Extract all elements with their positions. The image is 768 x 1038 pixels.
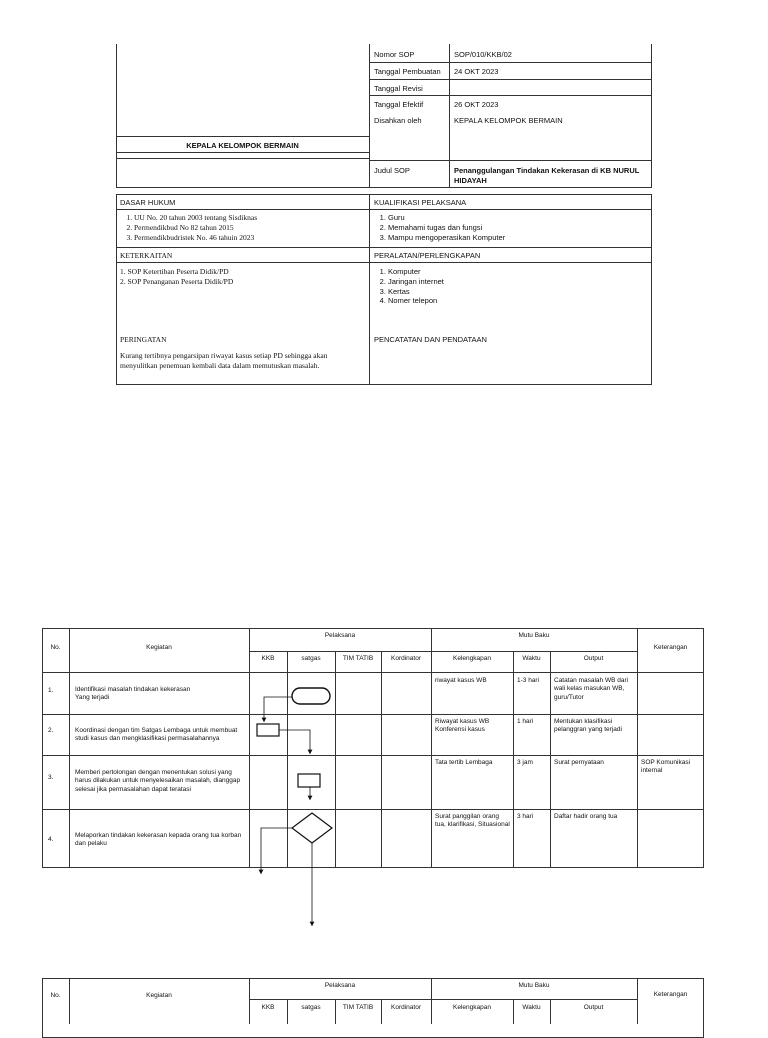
col-output: Output: [583, 655, 604, 662]
row-4-kelengkapan: Surat panggilan orang tua, klarifikasi, Situasional: [435, 813, 510, 829]
row-1-kelengkapan: riwayat kasus WB: [435, 677, 487, 684]
flow-process-satgas: [298, 774, 320, 787]
tanggal-pembuatan-label: Tanggal Pembuatan: [374, 67, 441, 76]
col-no: No.: [50, 644, 61, 651]
judul-sop-label: Judul SOP: [374, 166, 410, 175]
row-3-kelengkapan: Tata tertib Lembaga: [435, 759, 493, 766]
flow-connector: [279, 730, 310, 752]
flow-start-terminator: [292, 688, 330, 704]
col-keterangan: Keterangan: [653, 644, 688, 651]
peralatan-item: 3. Kertas: [388, 287, 644, 297]
flow-decision: [292, 813, 332, 843]
col-pelaksana: Pelaksana: [324, 982, 356, 989]
col-no: No.: [50, 992, 61, 999]
col-kelengkapan: Kelengkapan: [453, 655, 491, 662]
col-kkb: KKB: [261, 655, 275, 662]
dasar-hukum-title: DASAR HUKUM: [120, 198, 176, 207]
col-tim-tatib: TIM TATIB: [342, 655, 374, 662]
row-3-no: 3.: [48, 774, 54, 781]
peringatan-text: Kurang tertibnya pengarsipan riwayat kasus setiap PD sehingga akan menyulitkan penemuan kembali data dalam memutuskan masalah.: [120, 351, 328, 370]
row-3-keterangan: SOP Komunikasi internal: [641, 759, 691, 775]
col-keterangan: Keterangan: [653, 991, 688, 998]
pencatatan-title: PENCATATAN DAN PENDATAAN: [374, 335, 487, 344]
row-3-waktu: 3 jam: [517, 759, 533, 766]
disahkan-label: Disahkan oleh: [374, 116, 422, 125]
judul-sop-value: Penanggulangan Tindakan Kekerasan di KB NURUL HIDAYAH: [454, 166, 640, 185]
row-2-no: 2.: [48, 727, 54, 734]
row-4-no: 4.: [48, 836, 54, 843]
row-1-output: Catatan masalah WB dari wali kelas masukan WB, guru/Tutor: [554, 677, 629, 701]
col-pelaksana: Pelaksana: [324, 632, 356, 639]
dasar-hukum-item: 2. Permendikbud No 82 tahun 2015: [134, 223, 365, 233]
keterkaitan-item: 2. SOP Penanganan Peserta Didik/PD: [120, 276, 234, 286]
keterkaitan-item: 1. SOP Ketertiban Peserta Didik/PD: [120, 267, 229, 276]
row-1-kegiatan: Identifikasi masalah tindakan kekerasan Yang terjadi: [75, 686, 191, 702]
kualifikasi-item: 2. Memahami tugas dan fungsi: [388, 223, 644, 233]
row-1-waktu: 1-3 hari: [517, 677, 540, 684]
col-kelengkapan: Kelengkapan: [453, 1004, 491, 1011]
row-3-kegiatan: Memberi pertolongan dengan menentukan solusi yang harus dilakukan untuk menyelesaikan masalah, dianggap selesai jika permasalahan dapat teratasi: [75, 769, 241, 793]
row-3-output: Surat pernyataan: [554, 759, 604, 766]
peringatan-title: PERINGATAN: [120, 335, 167, 344]
row-4-waktu: 3 hari: [517, 813, 534, 820]
col-waktu: Waktu: [522, 655, 541, 662]
tanggal-pembuatan-value: 24 OKT 2023: [454, 67, 499, 76]
col-waktu: Waktu: [522, 1004, 541, 1011]
row-4-output: Daftar hadir orang tua: [554, 813, 618, 820]
col-satgas: satgas: [301, 1004, 321, 1011]
peralatan-item: 1. Komputer: [388, 267, 644, 277]
peralatan-title: PERALATAN/PERLENGKAPAN: [374, 251, 481, 260]
tanggal-revisi-label: Tanggal Revisi: [374, 84, 423, 93]
dasar-hukum-item: 3. Permendikbudristek No. 46 tahuin 2023: [134, 233, 365, 243]
row-2-kegiatan: Koordinasi dengan tim Satgas Lembaga untuk membuat studi kasus dan mengklasifikasi permasalahannya: [75, 727, 238, 743]
col-satgas: satgas: [301, 655, 321, 662]
nomor-sop-value: SOP/010/KKB/02: [454, 50, 512, 59]
row-2-kelengkapan: Riwayat kasus WB Konferensi kasus: [435, 718, 490, 734]
nomor-sop-label: Nomor SOP: [374, 50, 415, 59]
col-mutu-baku: Mutu Baku: [518, 632, 550, 639]
kualifikasi-title: KUALIFIKASI PELAKSANA: [374, 198, 467, 207]
tanggal-efektif-value: 26 OKT 2023: [454, 100, 499, 109]
keterkaitan-title: KETERKAITAN: [120, 251, 173, 260]
col-output: Output: [583, 1004, 604, 1011]
row-4-kegiatan: Melaporkan tindakan kekerasan kepada orang tua korban dan pelaku: [75, 832, 242, 848]
kualifikasi-item: 3. Mampu mengoperasikan Komputer: [388, 233, 644, 243]
flow-process-kkb: [257, 724, 279, 736]
peralatan-item: 4. Nomer telepon: [388, 296, 644, 306]
peralatan-item: 2. Jaringan internet: [388, 277, 644, 287]
disahkan-value: KEPALA KELOMPOK BERMAIN: [454, 116, 563, 125]
col-kegiatan: Kegiatan: [146, 644, 172, 651]
col-kordinator: Kordinator: [391, 655, 421, 662]
col-kegiatan: Kegiatan: [146, 992, 172, 999]
row-2-output: Mentukan klasifikasi pelanggran yang terjadi: [554, 718, 622, 734]
col-mutu-baku: Mutu Baku: [518, 982, 550, 989]
col-kordinator: Kordinator: [391, 1004, 421, 1011]
row-2-waktu: 1 hari: [517, 718, 534, 725]
dasar-hukum-item: 1. UU No. 20 tahun 2003 tentang Sisdiknas: [134, 213, 365, 223]
tanggal-efektif-label: Tanggal Efektif: [374, 100, 424, 109]
flow-connector: [264, 697, 292, 720]
col-kkb: KKB: [261, 1004, 275, 1011]
col-tim-tatib: TIM TATIB: [342, 1004, 374, 1011]
row-1-no: 1.: [48, 687, 54, 694]
flow-connector: [261, 828, 292, 872]
institution-title: KEPALA KELOMPOK BERMAIN: [186, 141, 299, 150]
kualifikasi-item: 1. Guru: [388, 213, 644, 223]
